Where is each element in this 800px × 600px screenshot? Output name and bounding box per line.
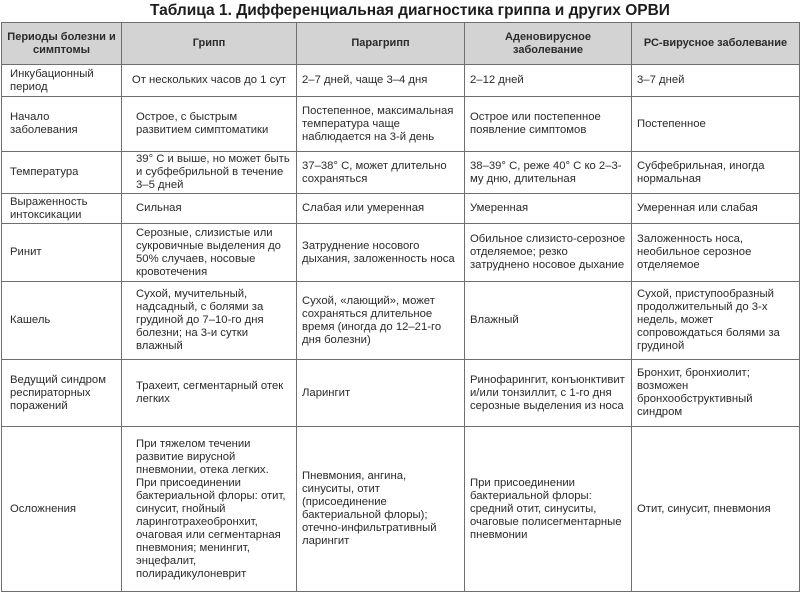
table-row: [2, 194, 800, 224]
cell-parainfluenza: Сухой, «лающий», может сохраняться длительное время (иногда до 12–21-го дня болезни): [297, 282, 465, 360]
header-row: [2, 23, 800, 65]
cell-adenovirus: Влажный: [465, 282, 632, 360]
cell-rsv: Сухой, приступообразный продолжительный до 3-х недель, может сопровождаться болями за грудиной: [632, 282, 800, 360]
cell-influenza: 39° С и выше, но может быть и субфебрильной в течение 3–5 дней: [122, 152, 297, 194]
cell-parainfluenza: Пневмония, ангина, синуситы, отит (присоединение бактериальной флоры); отечно-инфильтративный ларингит: [297, 427, 465, 592]
row-label-intoxication: Выраженность интоксикации: [2, 194, 122, 224]
table-row: [2, 97, 800, 152]
cell-influenza: Трахеит, сегментарный отек легких: [122, 360, 297, 427]
cell-influenza: Сухой, мучительный, надсадный, с болями за грудиной до 7–10-го дня болезни; на 3-и сутки влажный: [122, 282, 297, 360]
cell-parainfluenza: 37–38° С, может длительно сохраняться: [297, 152, 465, 194]
table-row: [2, 65, 800, 97]
cell-rsv: Постепенное: [632, 97, 800, 152]
table-row: [2, 152, 800, 194]
cell-adenovirus: Острое или постепенное появление симптомов: [465, 97, 632, 152]
cell-influenza: От нескольких часов до 1 сут: [122, 65, 297, 97]
cell-rsv: Умеренная или слабая: [632, 194, 800, 224]
cell-adenovirus: Умеренная: [465, 194, 632, 224]
cell-influenza: Серозные, слизистые или сукровичные выделения до 50% случаев, носовые кровотечения: [122, 224, 297, 282]
row-label-cough: Кашель: [2, 282, 122, 360]
row-label-leading-syndrome: Ведущий синдром респираторных поражений: [2, 360, 122, 427]
cell-rsv: 3–7 дней: [632, 65, 800, 97]
diagnosis-table: [1, 22, 800, 592]
cell-adenovirus: Обильное слизисто-серозное отделяемое; резко затруднено носовое дыхание: [465, 224, 632, 282]
row-label-complications: Осложнения: [2, 427, 122, 592]
cell-parainfluenza: Затруднение носового дыхания, заложенность носа: [297, 224, 465, 282]
table-title: Таблица 1. Дифференциальная диагностика гриппа и других ОРВИ: [150, 2, 670, 19]
row-label-rhinitis: Ринит: [2, 224, 122, 282]
cell-adenovirus: 2–12 дней: [465, 65, 632, 97]
cell-adenovirus: Ринофарингит, конъюнктивит и/или тонзиллит, с 1-го дня серозные выделения из носа: [465, 360, 632, 427]
table-row: [2, 360, 800, 427]
cell-influenza: Сильная: [122, 194, 297, 224]
cell-adenovirus: 38–39° С, реже 40° С ко 2–3-му дню, длительная: [465, 152, 632, 194]
header-influenza: Грипп: [122, 23, 297, 65]
table-row: [2, 282, 800, 360]
cell-parainfluenza: Слабая или умеренная: [297, 194, 465, 224]
cell-influenza: Острое, с быстрым развитием симптоматики: [122, 97, 297, 152]
cell-adenovirus: При присоединении бактериальной флоры: средний отит, синуситы, очаговые полисегментарные пневмонии: [465, 427, 632, 592]
header-rsv: РС-вирусное заболевание: [632, 23, 800, 65]
cell-parainfluenza: Ларингит: [297, 360, 465, 427]
table-row: [2, 224, 800, 282]
cell-rsv: Субфебрильная, иногда нормальная: [632, 152, 800, 194]
header-periods: Периоды болезни и симптомы: [2, 23, 122, 65]
cell-rsv: Заложенность носа, необильное серозное отделяемое: [632, 224, 800, 282]
row-label-incubation: Инкубационный период: [2, 65, 122, 97]
header-adenovirus: Аденовирусное заболевание: [465, 23, 632, 65]
cell-rsv: Бронхит, бронхиолит; возможен бронхообструктивный синдром: [632, 360, 800, 427]
table-row: [2, 427, 800, 592]
cell-influenza: При тяжелом течении развитие вирусной пневмонии, отека легких. При присоединении бактериальной флоры: отит, синусит, гнойный ларинготрахеобронхит, очаговая или сегментарная пневмония; менингит, энцефалит, полирадикулоневрит: [122, 427, 297, 592]
row-label-temperature: Температура: [2, 152, 122, 194]
row-label-onset: Начало заболевания: [2, 97, 122, 152]
cell-rsv: Отит, синусит, пневмония: [632, 427, 800, 592]
cell-parainfluenza: Постепенное, максимальная температура чаще наблюдается на 3-й день: [297, 97, 465, 152]
cell-parainfluenza: 2–7 дней, чаще 3–4 дня: [297, 65, 465, 97]
header-parainfluenza: Парагрипп: [297, 23, 465, 65]
